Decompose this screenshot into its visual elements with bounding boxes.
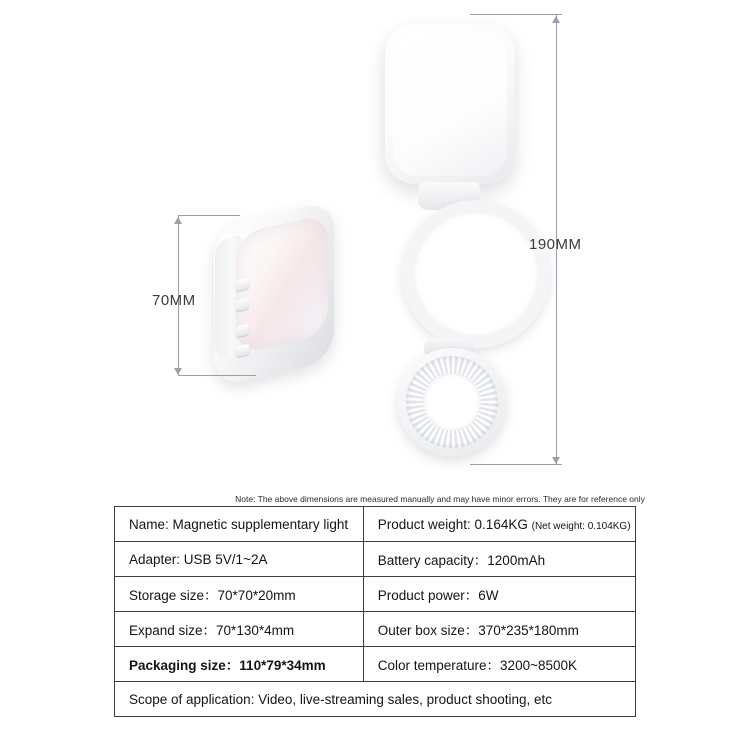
dimension-guide-top-190 (470, 14, 562, 15)
dimension-arrow-up-70 (174, 217, 182, 224)
spec-color-temperature: Color temperature：3200~8500K (363, 647, 635, 682)
dimension-arrow-down-70 (174, 368, 182, 375)
light-panel-diffuser (393, 32, 507, 176)
spec-adapter: Adapter: USB 5V/1~2A (115, 542, 364, 577)
spec-product-power: Product power：6W (363, 577, 635, 612)
dimension-label-190: 190MM (529, 236, 582, 253)
table-row (115, 612, 636, 647)
spec-outer-box-size: Outer box size：370*235*180mm (363, 612, 635, 647)
measurement-note: Note: The above dimensions are measured manually and may have minor errors. They are for reference only (235, 494, 645, 504)
dimension-guide-bottom-70 (178, 375, 256, 376)
spec-name: Name: Magnetic supplementary light (115, 507, 364, 542)
spec-scope-of-application: Scope of application: Video, live-streaming sales, product shooting, etc (115, 682, 636, 717)
specification-table (114, 506, 636, 717)
dimension-label-70: 70MM (152, 292, 196, 309)
large-mount-ring (402, 200, 550, 348)
spec-battery-capacity: Battery capacity：1200mAh (363, 542, 635, 577)
table-row (115, 647, 636, 682)
table-row (115, 542, 636, 577)
spec-storage-size: Storage size：70*70*20mm (115, 577, 364, 612)
spec-product-weight (363, 507, 635, 542)
spec-product-weight-value: Product weight: 0.164KG (377, 516, 528, 532)
dimension-guide-bottom-190 (470, 464, 562, 465)
small-ring-center-hole (423, 373, 481, 431)
table-row (115, 577, 636, 612)
dimension-guide-top-70 (178, 215, 240, 216)
spec-packaging-size: Packaging size：110*79*34mm (115, 647, 364, 682)
dimension-arrow-up-190 (552, 16, 560, 23)
folded-light-front-face (236, 213, 328, 354)
dimension-arrow-down-190 (552, 457, 560, 464)
spec-expand-size: Expand size：70*130*4mm (115, 612, 364, 647)
table-row (115, 507, 636, 542)
table-row (115, 682, 636, 717)
spec-net-weight: (Net weight: 0.104KG) (531, 520, 631, 532)
